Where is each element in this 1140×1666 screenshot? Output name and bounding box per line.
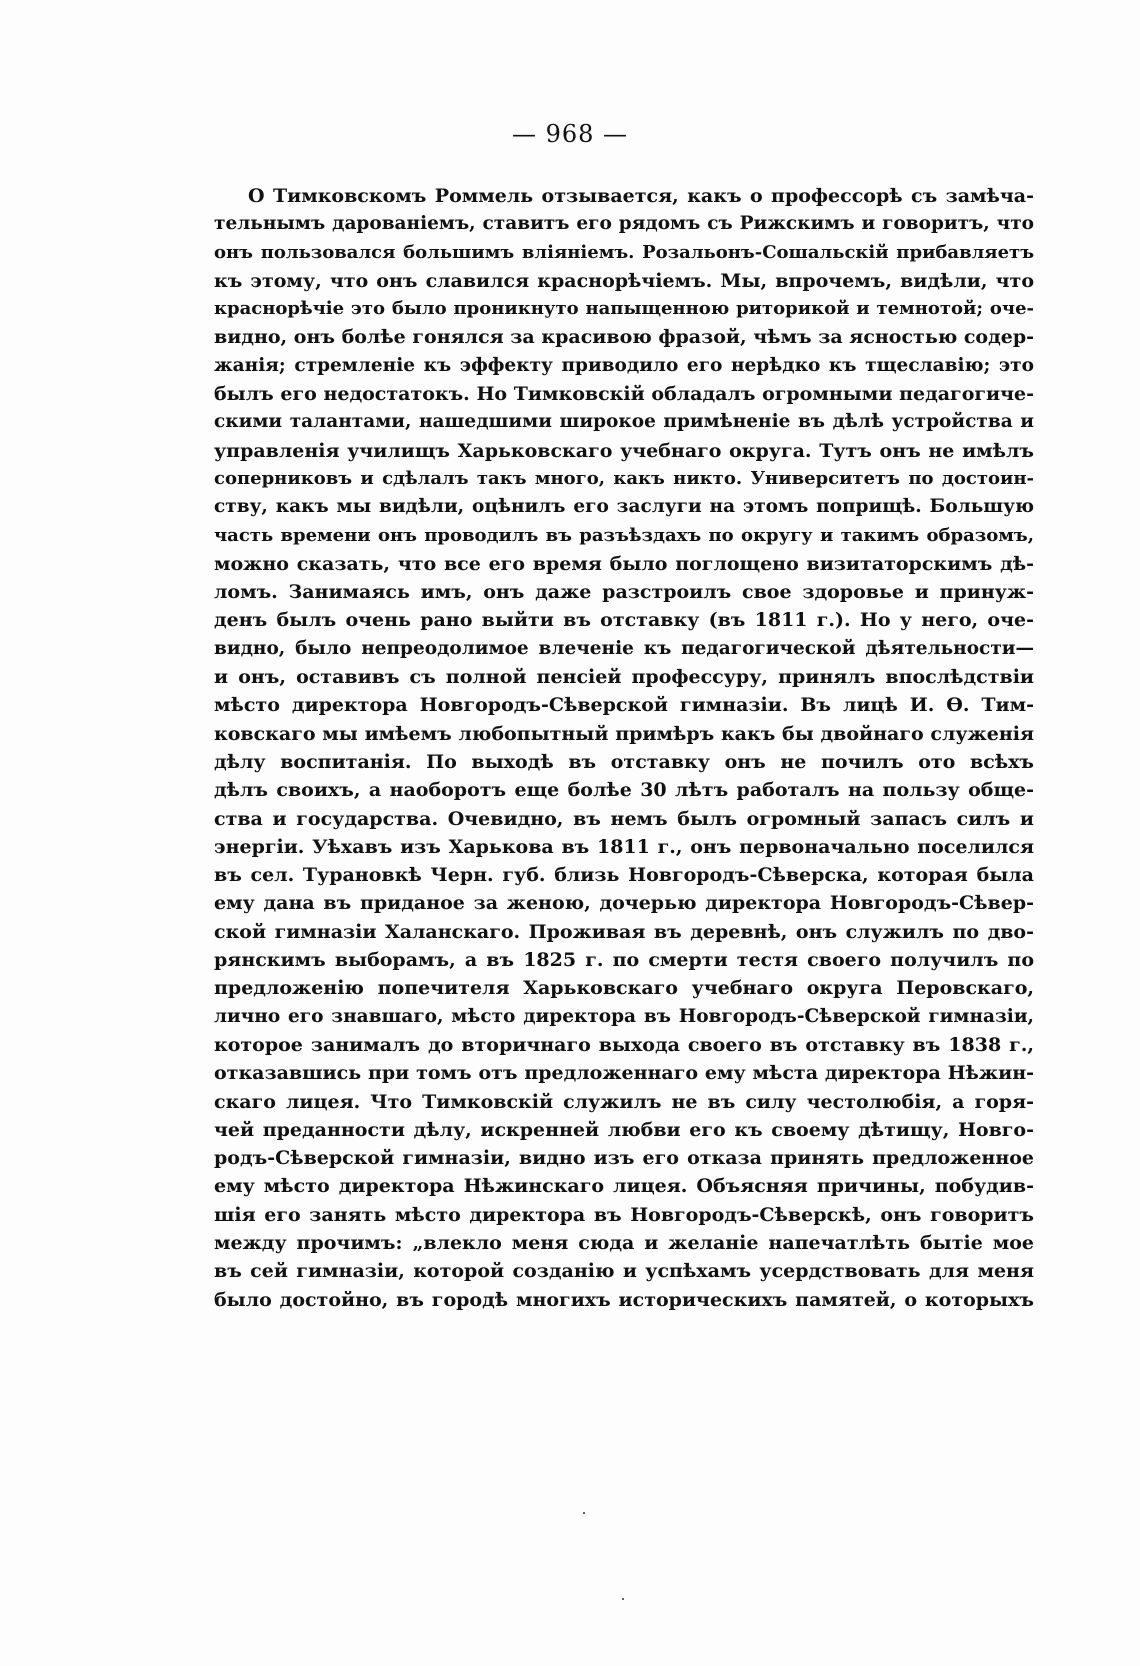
text-line: въ сел. Турановкѣ Черн. губ. близь Новгородъ-Сѣверска, которая была [214, 864, 1034, 887]
text-line: ломъ. Занимаясь имъ, онъ даже разстроилъ свое здоровье и принуж- [214, 581, 1034, 604]
body-text [214, 182, 1034, 1314]
text-line: рянскимъ выборамъ, а въ 1825 г. по смерти тестя своего получилъ по [214, 949, 1034, 972]
text-line: денъ былъ очень рано выйти въ отставку (въ 1811 г.). Но у него, оче- [214, 609, 1034, 632]
text-line: ской гимназіи Халанскаго. Проживая въ деревнѣ, онъ служилъ по дво- [214, 920, 1034, 943]
text-line: лично его знавшаго, мѣсто директора въ Новгородъ-Сѣверской гимназіи, [214, 1005, 1034, 1027]
text-line: былъ его недостатокъ. Но Тимковскій обладалъ огромными педагогиче- [214, 383, 1034, 406]
text-line: скаго лицея. Что Тимковскій служилъ не въ силу честолюбія, а горя- [214, 1090, 1034, 1113]
text-line: мѣсто директора Новгородъ-Сѣверской гимназіи. Въ лицѣ И. Ѳ. Тим- [214, 694, 1034, 717]
text-line: предложенію попечителя Харьковскаго учебнаго округа Перовскаго, [214, 977, 1034, 1000]
text-line: въ сей гимназіи, которой созданію и успѣхамъ усердствовать для меня [214, 1260, 1034, 1283]
text-line: тельнымъ дарованіемъ, ставитъ его рядомъ съ Рижскимъ и говоритъ, что [214, 213, 1034, 235]
text-line: часть времени онъ проводилъ въ разъѣздахъ по округу и такимъ образомъ, [214, 524, 1034, 546]
scan-speck [622, 1598, 624, 1600]
text-line: энергіи. Уѣхавъ изъ Харькова въ 1811 г., онъ первоначально поселился [214, 835, 1034, 858]
text-line: шія его занять мѣсто директора въ Новгородъ-Сѣверскѣ, онъ говоритъ [214, 1203, 1034, 1226]
text-line: и онъ, оставивъ съ полной пенсіей профессуру, принялъ впослѣдствіи [214, 666, 1034, 689]
text-line: было достойно, въ городѣ многихъ историческихъ памятей, о которыхъ [214, 1288, 1034, 1311]
text-line: чей преданности дѣлу, искренней любви его къ своему дѣтищу, Новго- [214, 1118, 1034, 1141]
text-line: соперниковъ и сдѣлалъ такъ много, какъ никто. Университетъ по достоин- [214, 467, 1034, 489]
text-line: О Тимковскомъ Роммель отзывается, какъ о профессорѣ съ замѣча- [248, 185, 1034, 207]
text-line: дѣлу воспитанія. По выходѣ въ отставку онъ не почилъ ото всѣхъ [214, 750, 1034, 773]
text-line: онъ пользовался большимъ вліяніемъ. Розальонъ-Сошальскій прибавляетъ [214, 241, 1034, 263]
text-line: видно, было непреодолимое влеченіе къ педагогической дѣятельности— [214, 637, 1034, 659]
text-line: ству, какъ мы видѣли, оцѣнилъ его заслуги на этомъ поприщѣ. Большую [214, 496, 1034, 518]
text-line: управленія училищъ Харьковскаго учебнаго округа. Тутъ онъ не имѣлъ [214, 439, 1034, 462]
text-line: между прочимъ: „влекло меня сюда и желаніе напечатлѣть бытіе мое [214, 1231, 1034, 1254]
page-number: — 968 — [511, 120, 629, 148]
scan-speck [583, 1512, 585, 1514]
text-line: ства и государства. Очевидно, въ немъ былъ огромный запасъ силъ и [214, 807, 1034, 830]
text-line: скими талантами, нашедшими широкое примѣненіе въ дѣлѣ устройства и [214, 411, 1034, 433]
text-line: къ этому, что онъ славился краснорѣчіемъ. Мы, впрочемъ, видѣли, что [214, 269, 1034, 292]
text-line: которое занималъ до вторичнаго выхода своего въ отставку въ 1838 г., [214, 1033, 1034, 1056]
text-line: жанія; стремленіе къ эффекту приводило его нерѣдко къ тщеславію; это [214, 354, 1034, 376]
text-line: ему дана въ приданое за женою, дочерью директора Новгородъ-Сѣвер- [214, 892, 1034, 915]
text-line: ковскаго мы имѣемъ любопытный примѣръ какъ бы двойнаго служенія [214, 722, 1034, 745]
text-line: ему мѣсто директора Нѣжинскаго лицея. Объясняя причины, побудив- [214, 1175, 1034, 1198]
text-line: дѣлъ своихъ, а наоборотъ еще болѣе 30 лѣтъ работалъ на пользу обще- [214, 779, 1034, 802]
text-line: можно сказать, что все его время было поглощено визитаторскимъ дѣ- [214, 552, 1034, 575]
text-line: отказавшись при томъ отъ предложеннаго ему мѣста директора Нѣжин- [214, 1062, 1034, 1085]
text-line: видно, онъ болѣе гонялся за красивою фразой, чѣмъ за ясностью содер- [214, 326, 1034, 349]
text-line: родъ-Сѣверской гимназіи, видно изъ его отказа принять предложенное [214, 1147, 1034, 1170]
text-line: краснорѣчіе это было проникнуто напыщенною риторикой и темнотой; оче- [214, 298, 1034, 320]
